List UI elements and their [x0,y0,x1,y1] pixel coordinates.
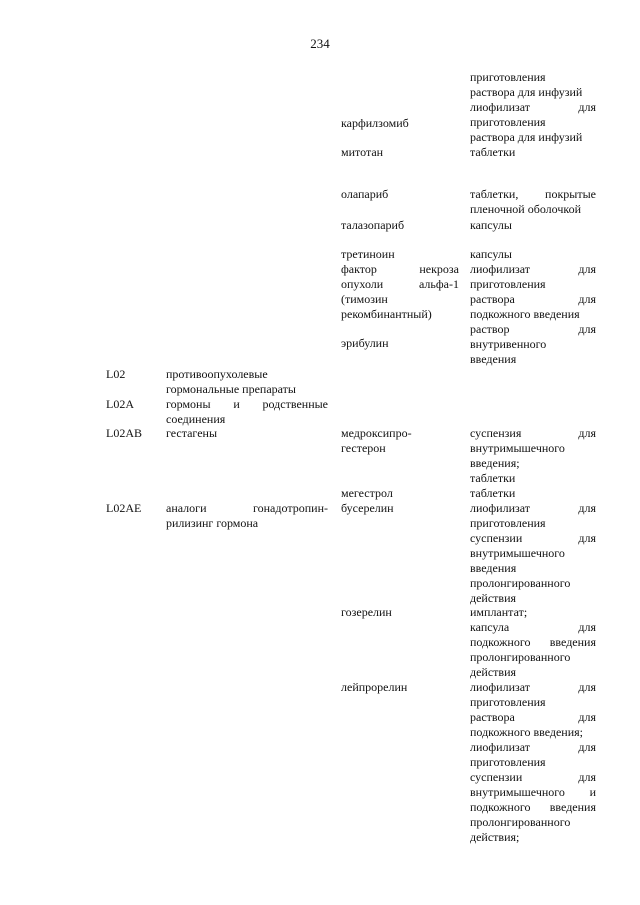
dosage-form-text: введения; [470,456,520,470]
atc-code: L02 [106,367,126,381]
dosage-form-text: подкожного введения [470,307,580,321]
dosage-form-text: таблетки [470,471,516,485]
drug-name: талазопариб [341,218,405,232]
dosage-form-text: действия; [470,830,520,844]
dosage-form-text: имплантат; [470,605,528,619]
dosage-form-text: пролонгированного [470,815,571,829]
drug-name: митотан [341,145,384,159]
dosage-form-text: лиофилизат для [470,740,596,754]
dosage-form-text: раствора для инфузий [470,130,583,144]
dosage-form-text: действия [470,665,517,679]
drug-name: фактор некроза [341,262,459,276]
dosage-form-text: внутримышечного [470,546,565,560]
dosage-form-text: приготовления [470,755,546,769]
drug-name: гестерон [341,441,386,455]
dosage-form-text: пролонгированного [470,576,571,590]
atc-group-name: аналоги гонадотропин- [166,501,328,515]
dosage-form-text: раствора для [470,710,596,724]
dosage-form-text: лиофилизат для [470,100,596,114]
atc-code: L02AE [106,501,142,515]
dosage-form-text: введения [470,352,517,366]
dosage-form-text: пролонгированного [470,650,571,664]
atc-group-name: гестагены [166,426,218,440]
dosage-form-text: суспензия для [470,426,596,440]
dosage-form-text: пленочной оболочкой [470,202,582,216]
drug-name: бусерелин [341,501,394,515]
dosage-form-text: подкожного введения; [470,725,583,739]
drug-name: мегестрол [341,486,393,500]
dosage-form-text: подкожного введения [470,635,596,649]
dosage-form-text: внутримышечного [470,441,565,455]
dosage-form-text: суспензии для [470,770,596,784]
drug-name: карфилзомиб [341,116,409,130]
dosage-form-text: приготовления [470,115,546,129]
dosage-form-text: раствора для [470,292,596,306]
drug-name: (тимозин [341,292,388,306]
atc-group-name: противоопухолевые [166,367,268,381]
atc-group-name: соединения [166,412,226,426]
dosage-form-text: суспензии для [470,531,596,545]
dosage-form-text: капсулы [470,247,512,261]
drug-name: рекомбинантный) [341,307,432,321]
drug-name: олапариб [341,187,389,201]
dosage-form-text: таблетки, покрытые [470,187,596,201]
dosage-form-text: подкожного введения [470,800,596,814]
drug-name: гозерелин [341,605,392,619]
atc-code: L02A [106,397,134,411]
drug-name: опухоли альфа-1 [341,277,459,291]
drug-name: лейпрорелин [341,680,408,694]
page-number: 234 [310,36,330,51]
dosage-form-text: внутривенного [470,337,547,351]
dosage-form-text: лиофилизат для [470,501,596,515]
atc-group-name: гормональные препараты [166,382,296,396]
dosage-form-text: внутримышечного и [470,785,596,799]
dosage-form-text: капсула для [470,620,596,634]
dosage-form-text: приготовления [470,695,546,709]
atc-group-name: гормоны и родственные [166,397,328,411]
dosage-form-text: таблетки [470,486,516,500]
dosage-form-text: введения [470,561,517,575]
dosage-form-text: приготовления [470,277,546,291]
dosage-form-text: раствор для [470,322,596,336]
dosage-form-text: раствора для инфузий [470,85,583,99]
dosage-form-text: капсулы [470,218,512,232]
atc-group-name: рилизинг гормона [166,516,259,530]
drug-name: медроксипро- [341,426,412,440]
dosage-form-text: таблетки [470,145,516,159]
dosage-form-text: приготовления [470,70,546,84]
dosage-form-text: действия [470,591,517,605]
drug-name: эрибулин [341,336,389,350]
drug-name: третиноин [341,247,395,261]
dosage-form-text: лиофилизат для [470,680,596,694]
dosage-form-text: приготовления [470,516,546,530]
dosage-form-text: лиофилизат для [470,262,596,276]
atc-code: L02AB [106,426,142,440]
